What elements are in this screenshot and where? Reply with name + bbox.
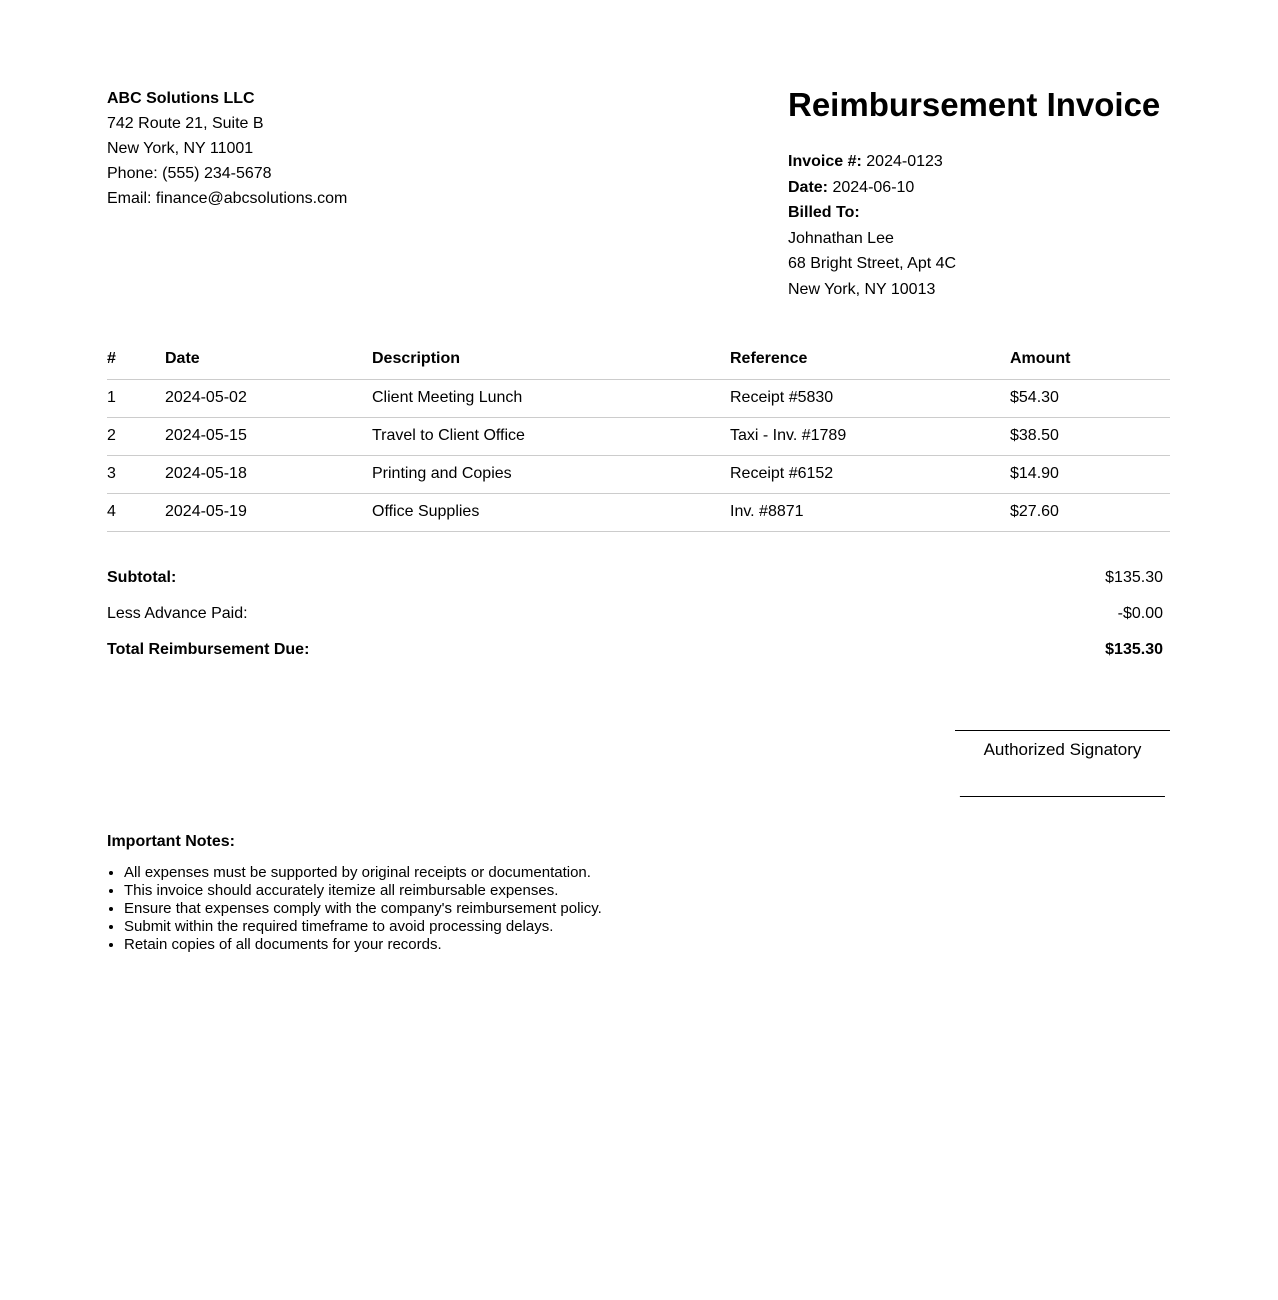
company-block [107, 86, 347, 211]
table-row [107, 494, 1170, 532]
cell-number: 2 [107, 418, 165, 456]
billed-to-label: Billed To: [788, 204, 860, 221]
invoice-number-line [788, 149, 1170, 175]
cell-amount: $54.30 [1010, 380, 1170, 418]
cell-date: 2024-05-02 [165, 380, 372, 418]
cell-description: Office Supplies [372, 494, 730, 532]
invoice-meta-block [788, 86, 1170, 302]
subtotal-value: $135.30 [1105, 569, 1163, 586]
cell-date: 2024-05-19 [165, 494, 372, 532]
notes-heading: Important Notes: [107, 833, 235, 850]
company-address-line-2: New York, NY 11001 [107, 140, 254, 157]
expense-table [107, 350, 1170, 532]
page-title: Reimbursement Invoice [788, 86, 1161, 123]
table-header-row [107, 350, 1170, 380]
column-header-description: Description [372, 350, 730, 380]
note-item: • All expenses must be supported by original receipts or documentation. [124, 864, 1170, 882]
cell-reference: Receipt #6152 [730, 456, 1010, 494]
table-row [107, 456, 1170, 494]
cell-reference: Inv. #8871 [730, 494, 1010, 532]
total-due-value: $135.30 [1105, 641, 1163, 658]
company-name-text: ABC Solutions LLC [107, 90, 255, 107]
cell-amount: $27.60 [1010, 494, 1170, 532]
signature-section [955, 730, 1170, 799]
cell-reference: Taxi - Inv. #1789 [730, 418, 1010, 456]
cell-amount: $14.90 [1010, 456, 1170, 494]
cell-date: 2024-05-15 [165, 418, 372, 456]
cell-description: Printing and Copies [372, 456, 730, 494]
billed-to-address-line-2: New York, NY 10013 [788, 280, 936, 298]
company-email: Email: finance@abcsolutions.com [107, 190, 348, 207]
totals-section [107, 560, 1170, 668]
note-item: • Submit within the required timeframe to avoid processing delays. [124, 918, 1170, 936]
subtotal-row [107, 560, 1170, 596]
signature-line: _______________________ [960, 781, 1165, 798]
advance-paid-value: -$0.00 [1117, 605, 1163, 622]
cell-description: Travel to Client Office [372, 418, 730, 456]
note-item: • Ensure that expenses comply with the company's reimbursement policy. [124, 900, 1170, 918]
note-item: • This invoice should accurately itemize all reimbursable expenses. [124, 882, 1170, 900]
table-row [107, 418, 1170, 456]
column-header-reference: Reference [730, 350, 1010, 380]
total-due-row [107, 632, 1170, 668]
billed-to-address-line-1: 68 Bright Street, Apt 4C [788, 255, 957, 272]
company-address-line-1: 742 Route 21, Suite B [107, 115, 264, 132]
notes-list [107, 864, 1170, 954]
invoice-date-value: 2024-06-10 [832, 178, 915, 196]
cell-number: 1 [107, 380, 165, 418]
column-header-amount: Amount [1010, 350, 1170, 380]
advance-paid-row [107, 596, 1170, 632]
column-header-date: Date [165, 350, 372, 380]
authorized-signatory-label: Authorized Signatory [955, 730, 1170, 760]
invoice-number-value: 2024-0123 [866, 153, 943, 170]
cell-description: Client Meeting Lunch [372, 380, 730, 418]
column-header-number: # [107, 350, 165, 380]
cell-date: 2024-05-18 [165, 456, 372, 494]
table-row [107, 380, 1170, 418]
total-due-label: Total Reimbursement Due: [107, 641, 310, 658]
cell-reference: Receipt #5830 [730, 380, 1010, 418]
invoice-number-label: Invoice #: [788, 153, 862, 170]
document-header [107, 86, 1170, 302]
invoice-date-line [788, 175, 1170, 201]
billed-to-name: Johnathan Lee [788, 229, 894, 247]
subtotal-label: Subtotal: [107, 569, 177, 586]
company-name [107, 86, 347, 111]
invoice-date-label: Date: [788, 178, 829, 196]
advance-paid-label: Less Advance Paid: [107, 605, 248, 622]
cell-number: 3 [107, 456, 165, 494]
note-item: • Retain copies of all documents for your records. [124, 936, 1170, 954]
company-phone: Phone: (555) 234-5678 [107, 165, 272, 182]
cell-number: 4 [107, 494, 165, 532]
notes-section [107, 833, 1170, 954]
cell-amount: $38.50 [1010, 418, 1170, 456]
